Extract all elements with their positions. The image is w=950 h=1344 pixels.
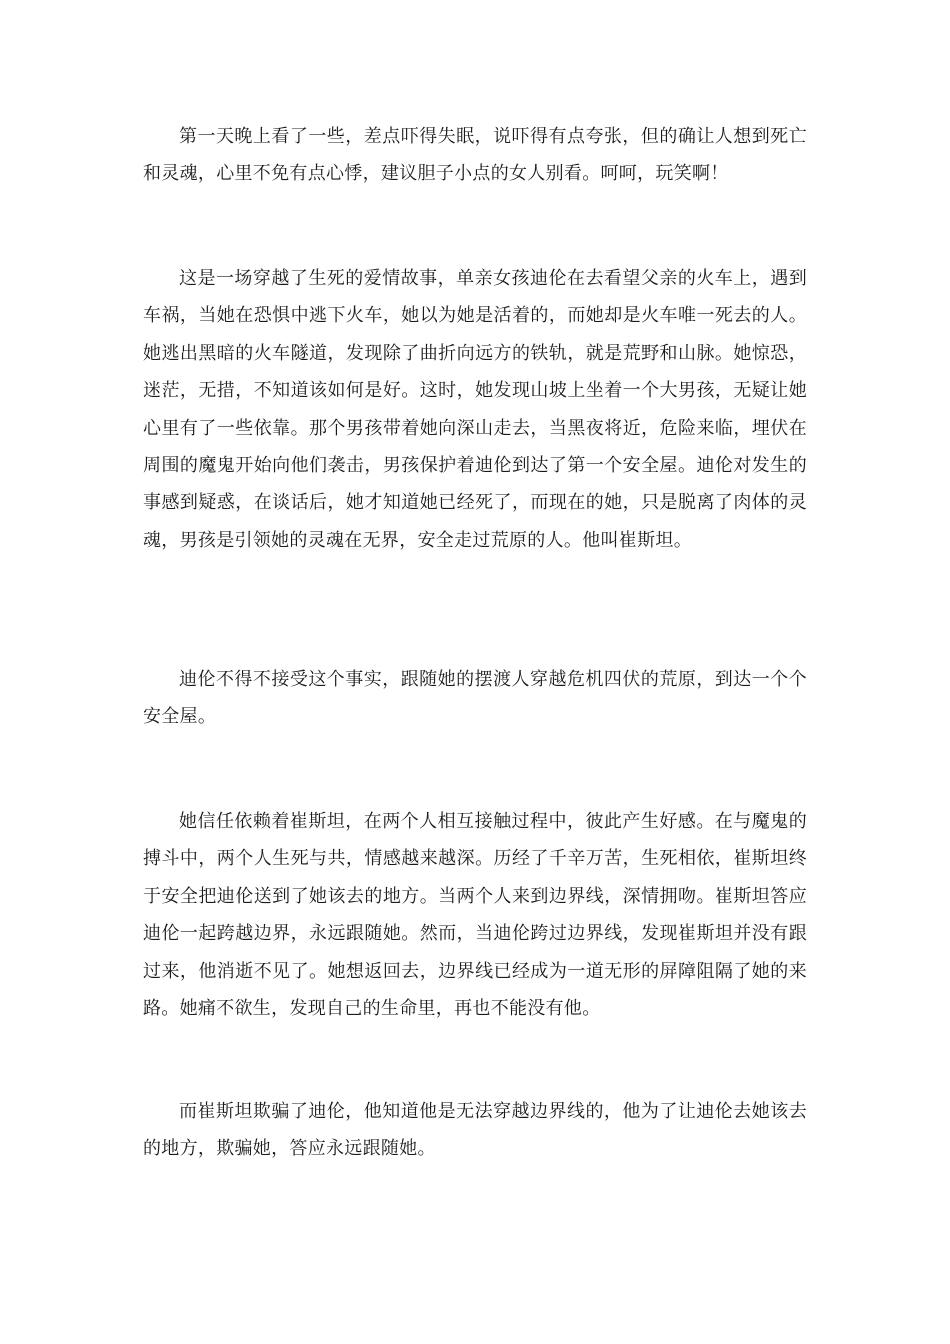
paragraph-acceptance: 迪伦不得不接受这个事实，跟随她的摆渡人穿越危机四伏的荒原，到达一个个安全屋。 (143, 669, 807, 728)
paragraph-story-summary: 这是一场穿越了生死的爱情故事，单亲女孩迪伦在去看望父亲的火车上，遇到车祸，当她在恐惧中逃下火车，她以为她是活着的，而她却是火车唯一死去的人。她逃出黑暗的火车隧道，发现除了曲折向远方的铁轨，就是荒野和山脉。她惊恐，迷茫，无措，不知道该如何是好。这时，她发现山坡上坐着一个大男孩，无疑让她心里有了一些依靠。那个男孩带着她向深山走去，当黑夜将近，危险来临，埋伏在周围的魔鬼开始向他们袭击，男孩保护着迪伦到达了第一个安全屋。迪伦对发生的事感到疑惑，在谈话后，她才知道她已经死了，而现在的她，只是脱离了肉体的灵魂，男孩是引领她的灵魂在无界，安全走过荒原的人。他叫崔斯坦。 (143, 268, 807, 551)
paragraph-deception: 而崔斯坦欺骗了迪伦，他知道他是无法穿越边界线的，他为了让迪伦去她该去的地方，欺骗她，答应永远跟随她。 (143, 1101, 807, 1160)
paragraph-journey: 她信任依赖着崔斯坦，在两个人相互接触过程中，彼此产生好感。在与魔鬼的搏斗中，两个人生死与共，情感越来越深。历经了千辛万苦，生死相依，崔斯坦终于安全把迪伦送到了她该去的地方。当两个人来到边界线，深情拥吻。崔斯坦答应迪伦一起跨越边界，永远跟随她。然而，当迪伦跨过边界线，发现崔斯坦并没有跟过来，他消逝不见了。她想返回去，边界线已经成为一道无形的屏障阻隔了她的来路。她痛不欲生，发现自己的生命里，再也不能没有他。 (143, 811, 807, 1020)
paragraph-first-impression: 第一天晚上看了一些，差点吓得失眠，说吓得有点夸张，但的确让人想到死亡和灵魂，心里不免有点心悸，建议胆子小点的女人别看。呵呵，玩笑啊！ (143, 126, 807, 185)
